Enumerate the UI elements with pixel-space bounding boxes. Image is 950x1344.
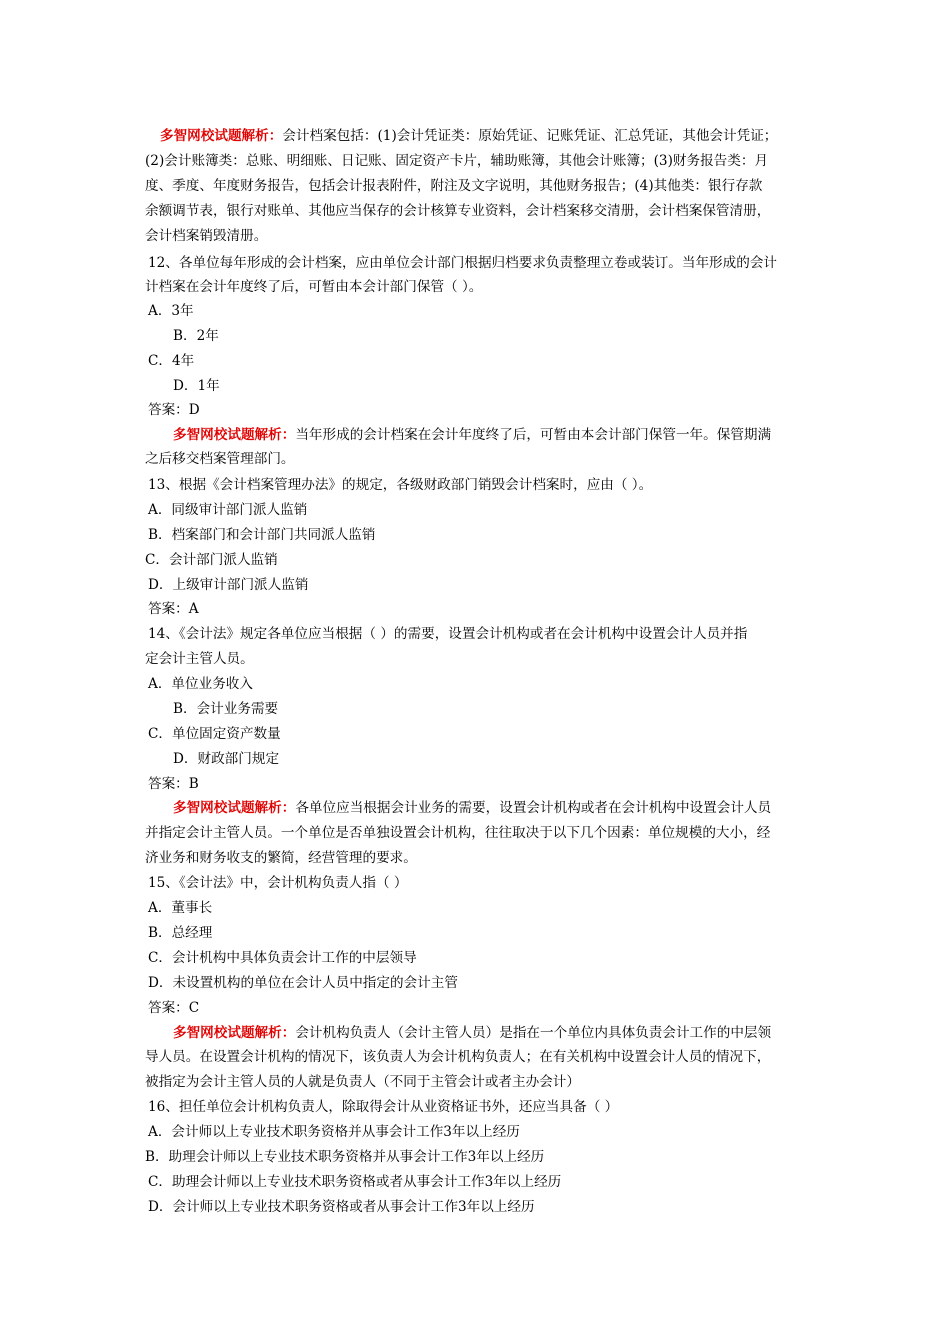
option-b: B．2年: [173, 328, 219, 344]
answer: 答案：B: [148, 776, 199, 792]
explain-label: 多智网校试题解析：: [173, 1025, 296, 1041]
explain-text: 并指定会计主管人员。一个单位是否单独设置会计机构，往往取决于以下几个因素：单位规模的大小，经: [145, 825, 771, 841]
option-d: D．会计师以上专业技术职务资格或者从事会计工作3年以上经历: [148, 1199, 535, 1215]
explain-label: 多智网校试题解析：: [173, 427, 296, 443]
option-b: B．档案部门和会计部门共同派人监销: [148, 527, 376, 543]
option-a: A．董事长: [148, 900, 213, 916]
explain-label: 多智网校试题解析：: [173, 800, 296, 816]
option-a: A．3年: [148, 303, 194, 319]
option-d: D．上级审计部门派人监销: [148, 577, 309, 593]
explain-paragraph: [160, 127, 777, 145]
explain-text: 度、季度、年度财务报告，包括会计报表附件，附注及文字说明，其他财务报告；(4)其他类：银行存款: [145, 178, 763, 194]
option-a: A．单位业务收入: [148, 676, 253, 692]
option-c: C．单位固定资产数量: [148, 726, 281, 742]
explain-text: 当年形成的会计档案在会计年度终了后，可暂由本会计部门保管一年。保管期满: [295, 427, 772, 443]
option-c: C．会计部门派人监销: [145, 552, 278, 568]
question-stem: 16、担任单位会计机构负责人，除取得会计从业资格证书外，还应当具备（ ）: [148, 1099, 619, 1115]
question-stem: 15、《会计法》中，会计机构负责人指（ ）: [148, 875, 408, 891]
option-b: B．会计业务需要: [173, 701, 279, 717]
explain-label: 多智网校试题解析：: [160, 128, 283, 144]
explain-text: 济业务和财务收支的繁简，经营管理的要求。: [145, 850, 417, 866]
option-a: A．会计师以上专业技术职务资格并从事会计工作3年以上经历: [148, 1124, 520, 1140]
option-d: D．1年: [173, 378, 220, 394]
explain-paragraph: [173, 426, 771, 444]
option-d: D．财政部门规定: [173, 751, 280, 767]
question-stem: 14、《会计法》规定各单位应当根据（ ）的需要，设置会计机构或者在会计机构中设置会计人员并指: [148, 626, 748, 642]
explain-text: 会计档案销毁清册。: [145, 228, 268, 244]
explain-text: 导人员。在设置会计机构的情况下，该负责人为会计机构负责人；在有关机构中设置会计人员的情况下，: [145, 1049, 771, 1065]
explain-text: 被指定为会计主管人员的人就是负责人（不同于主管会计或者主办会计）: [145, 1074, 580, 1090]
explain-paragraph: [173, 799, 771, 817]
explain-text: 各单位应当根据会计业务的需要，设置会计机构或者在会计机构中设置会计人员: [295, 800, 772, 816]
explain-text: (2)会计账簿类：总账、明细账、日记账、固定资产卡片，辅助账簿，其他会计账簿；(3)财务报告类：月: [145, 153, 769, 169]
answer: 答案：D: [148, 402, 200, 418]
answer: 答案：A: [148, 601, 199, 617]
option-b: B．助理会计师以上专业技术职务资格并从事会计工作3年以上经历: [145, 1149, 545, 1165]
explain-text: 会计机构负责人（会计主管人员）是指在一个单位内具体负责会计工作的中层领: [295, 1025, 772, 1041]
question-stem: 定会计主管人员。: [145, 651, 254, 667]
option-c: C．助理会计师以上专业技术职务资格或者从事会计工作3年以上经历: [148, 1174, 562, 1190]
explain-paragraph: [173, 1024, 771, 1042]
answer: 答案：C: [148, 1000, 200, 1016]
question-stem: 计档案在会计年度终了后，可暂由本会计部门保管（ ）。: [145, 279, 483, 295]
explain-text: 之后移交档案管理部门。: [145, 451, 295, 467]
question-stem: 12、各单位每年形成的会计档案，应由单位会计部门根据归档要求负责整理立卷或装订。当年形成的会计: [148, 255, 778, 271]
question-stem: 13、根据《会计档案管理办法》的规定，各级财政部门销毁会计档案时，应由（ ）。: [148, 477, 653, 493]
option-b: B．总经理: [148, 925, 213, 941]
option-a: A．同级审计部门派人监销: [148, 502, 308, 518]
option-c: C．会计机构中具体负责会计工作的中层领导: [148, 950, 417, 966]
option-c: C．4年: [148, 353, 195, 369]
explain-text: 会计档案包括：(1)会计凭证类：原始凭证、记账凭证、汇总凭证，其他会计凭证；: [282, 128, 778, 144]
explain-text: 余额调节表，银行对账单、其他应当保存的会计核算专业资料，会计档案移交清册，会计档案保管清册，: [145, 203, 771, 219]
option-d: D．未设置机构的单位在会计人员中指定的会计主管: [148, 975, 458, 991]
